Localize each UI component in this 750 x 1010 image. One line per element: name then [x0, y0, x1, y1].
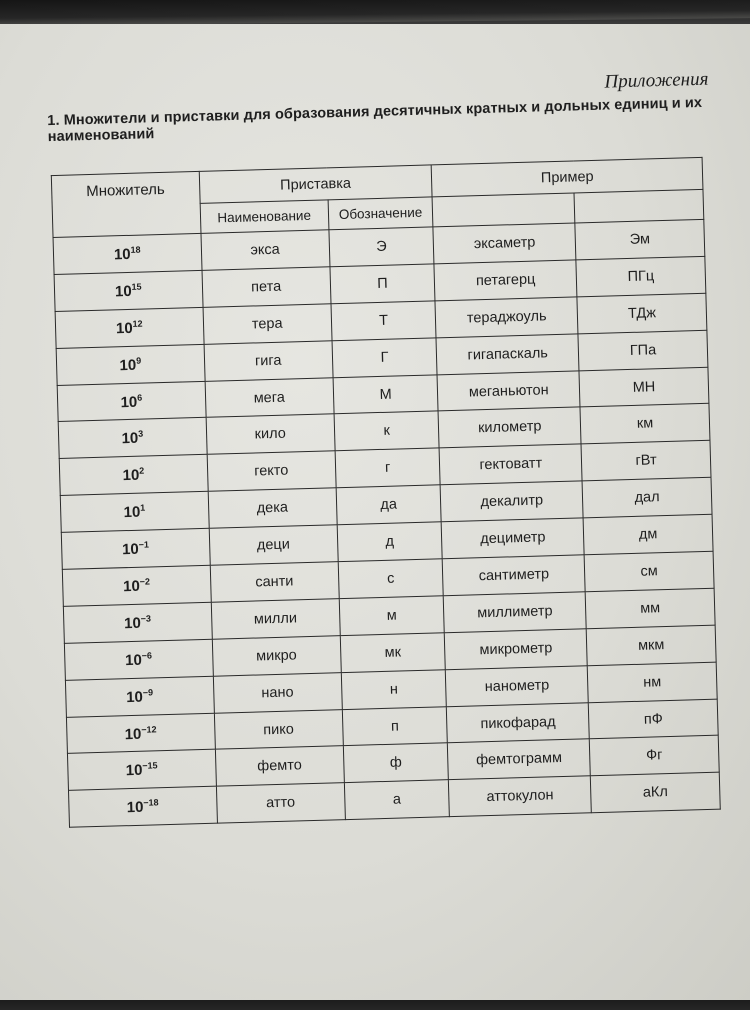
prefix-name-cell: фемто: [215, 746, 344, 786]
table-title: 1. Множители и приставки для образования десятичных кратных и дольных единиц и их наименований: [47, 94, 703, 146]
multiplier-header: Множитель: [51, 171, 200, 237]
example-name-cell: дециметр: [441, 518, 584, 559]
multiplier-base: 10: [124, 725, 142, 743]
prefix-symbol-header: Обозначение: [328, 197, 433, 230]
multiplier-base: 10: [120, 393, 138, 411]
example-symbol-cell: мкм: [586, 625, 716, 665]
example-name-header: [432, 193, 575, 227]
prefix-symbol-cell: П: [330, 264, 436, 304]
multiplier-exponent: −15: [142, 760, 158, 772]
multiplier-cell: [66, 713, 214, 754]
example-name-cell: аттокулон: [449, 776, 592, 817]
prefix-name-cell: мега: [205, 377, 334, 417]
example-name-cell: километр: [438, 407, 581, 448]
multiplier-exponent: 9: [135, 355, 142, 366]
multiplier-cell: [65, 676, 213, 717]
example-symbol-cell: ПГц: [576, 256, 706, 296]
multiplier-cell: [55, 307, 203, 348]
multiplier-exponent: 15: [131, 281, 142, 292]
prefix-name-cell: санти: [210, 562, 339, 602]
multiplier-cell: [61, 528, 209, 569]
example-symbol-cell: Эм: [575, 219, 705, 259]
example-name-cell: фемтограмм: [448, 739, 591, 780]
example-symbol-cell: км: [580, 404, 710, 444]
example-symbol-cell: см: [584, 551, 714, 591]
multiplier-base: 10: [114, 282, 132, 301]
prefix-symbol-cell: мк: [340, 633, 446, 673]
multiplier-exponent: −9: [142, 687, 154, 698]
running-head: Приложения: [604, 68, 709, 93]
prefix-symbol-cell: Т: [331, 301, 437, 341]
prefix-name-cell: кило: [206, 414, 335, 454]
example-header: Пример: [432, 157, 703, 197]
multiplier-base: 10: [113, 245, 131, 264]
multiplier-exponent: −3: [140, 613, 152, 624]
example-name-cell: гектоватт: [439, 444, 582, 485]
example-symbol-cell: МН: [579, 367, 709, 407]
example-symbol-cell: нм: [587, 662, 717, 702]
multiplier-exponent: 3: [138, 428, 144, 440]
prefix-name-cell: деци: [209, 525, 338, 565]
prefix-name-cell: микро: [212, 635, 341, 675]
prefix-name-cell: пета: [202, 267, 331, 307]
prefix-symbol-cell: н: [341, 669, 447, 709]
example-name-cell: микрометр: [445, 629, 588, 670]
example-name-cell: петагерц: [434, 260, 577, 301]
prefix-name-cell: гекто: [207, 451, 336, 491]
prefix-symbol-cell: п: [342, 706, 448, 746]
multiplier-exponent: 6: [136, 392, 143, 403]
multiplier-base: 10: [124, 651, 143, 669]
prefix-symbol-cell: к: [334, 411, 440, 451]
prefix-name-cell: тера: [203, 304, 332, 344]
multiplier-base: 10: [125, 688, 144, 706]
example-name-cell: пикофарад: [447, 702, 590, 743]
multiplier-base: 10: [119, 356, 137, 374]
multiplier-exponent: 2: [139, 465, 145, 476]
multiplier-cell: [56, 344, 204, 385]
multiplier-exponent: −18: [143, 797, 159, 809]
example-name-cell: эксаметр: [433, 223, 576, 264]
example-symbol-cell: ГПа: [578, 330, 708, 370]
multiplier-cell: [62, 565, 210, 606]
example-name-cell: сантиметр: [443, 555, 586, 596]
prefix-symbol-cell: Э: [329, 227, 435, 267]
example-symbol-cell: дм: [583, 514, 713, 554]
multiplier-base: 10: [126, 799, 144, 817]
multiplier-base: 10: [121, 540, 139, 559]
multiplier-base: 10: [122, 466, 140, 485]
prefix-name-header: Наименование: [200, 200, 329, 234]
multiplier-cell: [59, 455, 207, 496]
multiplier-cell: [67, 750, 215, 791]
multiplier-base: 10: [123, 503, 141, 522]
prefix-symbol-cell: ф: [343, 743, 449, 783]
example-symbol-cell: дал: [582, 477, 712, 517]
prefix-symbol-cell: г: [335, 448, 441, 488]
multiplier-base: 10: [123, 614, 142, 633]
multiplier-exponent: 18: [130, 244, 141, 255]
multiplier-cell: [64, 639, 212, 680]
multiplier-exponent: 12: [132, 318, 143, 329]
example-symbol-cell: аКл: [590, 772, 720, 812]
example-name-cell: миллиметр: [444, 592, 587, 633]
prefix-name-cell: экса: [201, 230, 330, 270]
prefix-symbol-cell: да: [336, 485, 442, 525]
example-name-cell: тераджоуль: [435, 297, 578, 338]
multiplier-cell: [57, 381, 205, 422]
prefix-name-cell: нано: [213, 672, 342, 712]
prefix-name-cell: гига: [204, 340, 333, 380]
prefix-symbol-cell: Г: [332, 338, 438, 378]
example-symbol-cell: гВт: [581, 441, 711, 481]
multiplier-exponent: 1: [140, 502, 146, 513]
prefix-symbol-cell: с: [338, 559, 444, 599]
prefix-symbol-cell: а: [344, 780, 450, 820]
example-name-cell: меганьютон: [437, 370, 580, 411]
multiplier-exponent: −1: [138, 539, 150, 550]
multiplier-exponent: −6: [141, 650, 153, 661]
multiplier-base: 10: [125, 762, 143, 780]
prefix-symbol-cell: д: [337, 522, 443, 562]
multiplier-exponent: −12: [141, 723, 157, 735]
example-name-cell: гигапаскаль: [436, 334, 579, 375]
prefix-symbol-cell: м: [339, 596, 445, 636]
example-name-cell: декалитр: [440, 481, 583, 522]
prefix-symbol-cell: М: [333, 374, 439, 414]
example-name-cell: нанометр: [446, 665, 589, 706]
multiplier-base: 10: [121, 430, 139, 448]
example-symbol-cell: пФ: [588, 699, 718, 739]
prefix-name-cell: милли: [211, 599, 340, 639]
multiplier-base: 10: [122, 577, 141, 596]
example-symbol-header: [574, 189, 704, 223]
multiplier-cell: [63, 602, 211, 643]
example-symbol-cell: мм: [585, 588, 715, 628]
prefix-name-cell: дека: [208, 488, 337, 528]
multiplier-cell: [54, 270, 202, 311]
multiplier-cell: [53, 233, 201, 274]
prefix-header: Приставка: [199, 165, 433, 203]
prefix-name-cell: пико: [214, 709, 343, 749]
multiplier-exponent: −2: [139, 576, 151, 587]
multiplier-cell: [68, 787, 216, 828]
multipliers-table: [51, 157, 721, 828]
multiplier-cell: [58, 418, 206, 459]
multiplier-cell: [60, 492, 208, 533]
multiplier-base: 10: [115, 319, 133, 338]
example-symbol-cell: ТДж: [577, 293, 707, 333]
prefix-name-cell: атто: [216, 783, 345, 823]
example-symbol-cell: Фг: [589, 736, 719, 776]
